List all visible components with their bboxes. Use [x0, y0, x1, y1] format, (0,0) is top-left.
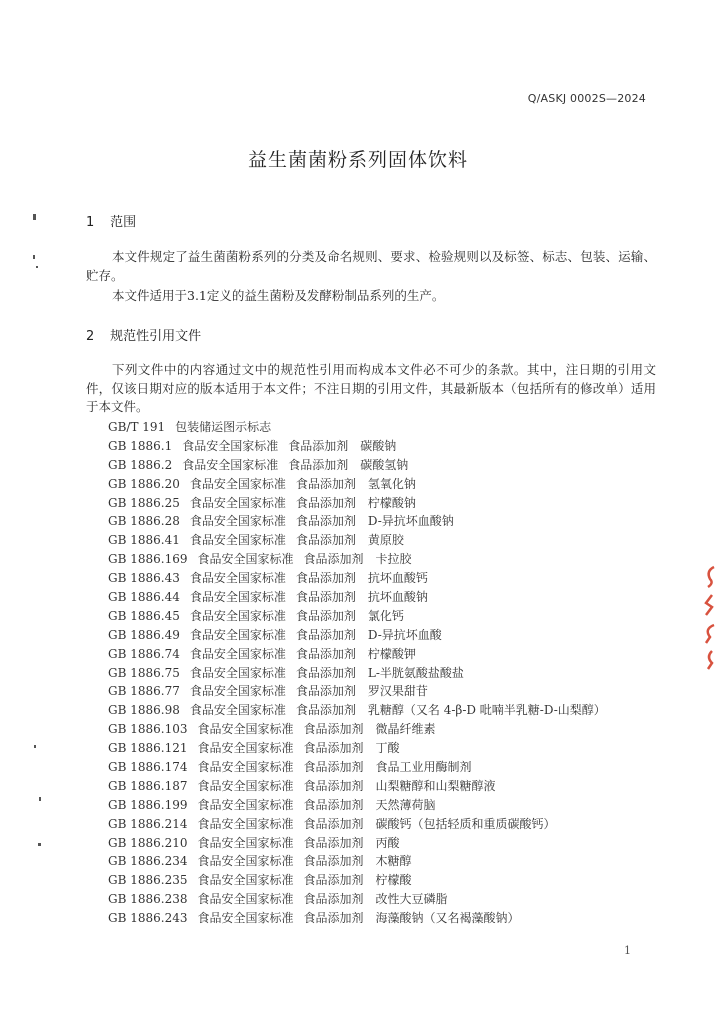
reference-category: 食品添加剂 — [295, 646, 356, 661]
page-number: 1 — [624, 944, 631, 957]
reference-item — [108, 418, 668, 437]
reference-item — [108, 569, 668, 588]
reference-substance: 柠檬酸钠 — [367, 495, 416, 510]
reference-code: GB 1886.75 — [108, 665, 180, 680]
reference-item — [108, 531, 668, 550]
section-heading-references — [86, 325, 201, 344]
reference-title: 食品安全国家标准 — [197, 552, 294, 567]
reference-list — [108, 418, 668, 928]
reference-item — [108, 494, 668, 513]
reference-code: GB 1886.74 — [108, 646, 180, 661]
reference-category: 食品添加剂 — [295, 665, 356, 680]
reference-title: 包装储运图示标志 — [175, 420, 272, 434]
reference-item — [108, 777, 668, 796]
standard-code: Q/ASKJ 0002S—2024 — [527, 92, 646, 105]
reference-item — [108, 796, 668, 815]
reference-category: 食品添加剂 — [295, 684, 356, 699]
reference-code: GB 1886.28 — [108, 514, 180, 529]
scan-mark — [36, 266, 38, 268]
reference-title: 食品安全国家标准 — [197, 892, 294, 907]
reference-title: 食品安全国家标准 — [197, 797, 294, 812]
reference-code: GB 1886.235 — [108, 873, 188, 888]
section-title: 规范性引用文件 — [110, 329, 202, 344]
section-heading-scope — [86, 211, 136, 230]
reference-title: 食品安全国家标准 — [182, 457, 279, 472]
reference-title: 食品安全国家标准 — [189, 703, 286, 718]
reference-code: GB 1886.210 — [108, 835, 188, 850]
reference-item — [108, 512, 668, 531]
reference-item — [108, 852, 668, 871]
reference-title: 食品安全国家标准 — [189, 627, 286, 642]
reference-category: 食品添加剂 — [303, 552, 364, 567]
reference-code: GB 1886.77 — [108, 684, 180, 699]
reference-title: 食品安全国家标准 — [189, 590, 286, 605]
reference-substance: 抗坏血酸钠 — [367, 590, 428, 605]
reference-substance: 罗汉果甜苷 — [367, 684, 428, 699]
reference-title: 食品安全国家标准 — [189, 514, 286, 529]
reference-item — [108, 475, 668, 494]
reference-code: GB 1886.243 — [108, 911, 188, 926]
section-number: 1 — [86, 215, 95, 230]
reference-category: 食品添加剂 — [303, 760, 364, 775]
reference-substance: 天然薄荷脑 — [375, 797, 436, 812]
reference-code: GB 1886.41 — [108, 533, 180, 548]
reference-substance: 丙酸 — [375, 835, 400, 850]
reference-code: GB 1886.199 — [108, 797, 188, 812]
reference-code: GB 1886.234 — [108, 854, 188, 869]
reference-category: 食品添加剂 — [295, 476, 356, 491]
reference-item — [108, 456, 668, 475]
reference-code: GB 1886.187 — [108, 778, 188, 793]
section-title: 范围 — [110, 215, 137, 230]
reference-item — [108, 588, 668, 607]
document-title: 益生菌菌粉系列固体饮料 — [247, 149, 468, 171]
reference-substance: 卡拉胶 — [375, 552, 412, 567]
reference-category: 食品添加剂 — [303, 816, 364, 831]
reference-item — [108, 607, 668, 626]
scan-mark — [39, 797, 41, 801]
reference-code: GB 1886.169 — [108, 552, 188, 567]
reference-category: 食品添加剂 — [303, 741, 364, 756]
reference-title: 食品安全国家标准 — [189, 533, 286, 548]
reference-code: GB 1886.121 — [108, 741, 188, 756]
reference-category: 食品添加剂 — [303, 873, 364, 888]
reference-category: 食品添加剂 — [295, 608, 356, 623]
reference-title: 食品安全国家标准 — [189, 665, 286, 680]
reference-item — [108, 664, 668, 683]
reference-title: 食品安全国家标准 — [197, 835, 294, 850]
reference-substance: 碳酸氢钠 — [360, 457, 409, 472]
reference-code: GB 1886.98 — [108, 703, 180, 718]
reference-code: GB/T 191 — [108, 420, 166, 434]
reference-substance: 海藻酸钠（又名褐藻酸钠） — [375, 911, 520, 926]
reference-item — [108, 834, 668, 853]
reference-category: 食品添加剂 — [295, 495, 356, 510]
reference-substance: 木糖醇 — [375, 854, 412, 869]
reference-substance: 碳酸钙（包括轻质和重质碳酸钙） — [375, 816, 556, 831]
scan-mark — [33, 255, 35, 259]
reference-item — [108, 645, 668, 664]
reference-category: 食品添加剂 — [303, 722, 364, 737]
reference-substance: 黄原胶 — [367, 533, 404, 548]
reference-category: 食品添加剂 — [303, 797, 364, 812]
reference-title: 食品安全国家标准 — [197, 854, 294, 869]
reference-title: 食品安全国家标准 — [189, 646, 286, 661]
seal-stamp-edge — [700, 555, 716, 675]
reference-code: GB 1886.44 — [108, 590, 180, 605]
reference-item — [108, 550, 668, 569]
reference-item — [108, 815, 668, 834]
references-intro: 下列文件中的内容通过文中的规范性引用而构成本文件必不可少的条款。其中，注日期的引用文件，仅该日期对应的版本适用于本文件；不注日期的引用文件，其最新版本（包括所有的修改单）适用于本文件。 — [86, 362, 656, 414]
reference-item — [108, 890, 668, 909]
reference-substance: 柠檬酸钾 — [367, 646, 416, 661]
reference-substance: 碳酸钠 — [360, 438, 397, 453]
reference-title: 食品安全国家标准 — [189, 684, 286, 699]
scan-mark — [33, 214, 36, 220]
reference-code: GB 1886.49 — [108, 627, 180, 642]
reference-category: 食品添加剂 — [303, 854, 364, 869]
reference-title: 食品安全国家标准 — [189, 608, 286, 623]
reference-substance: 柠檬酸 — [375, 873, 412, 888]
reference-substance: 微晶纤维素 — [375, 722, 436, 737]
reference-item — [108, 909, 668, 928]
reference-code: GB 1886.20 — [108, 476, 180, 491]
reference-substance: 丁酸 — [375, 741, 400, 756]
reference-title: 食品安全国家标准 — [197, 741, 294, 756]
reference-item — [108, 871, 668, 890]
section-number: 2 — [86, 329, 95, 344]
reference-title: 食品安全国家标准 — [189, 476, 286, 491]
reference-code: GB 1886.103 — [108, 722, 188, 737]
reference-category: 食品添加剂 — [303, 778, 364, 793]
reference-substance: D-异抗坏血酸钠 — [367, 514, 454, 529]
reference-substance: 改性大豆磷脂 — [375, 892, 448, 907]
reference-title: 食品安全国家标准 — [197, 760, 294, 775]
reference-title: 食品安全国家标准 — [197, 816, 294, 831]
reference-substance: 氢氧化钠 — [367, 476, 416, 491]
reference-category: 食品添加剂 — [295, 703, 356, 718]
reference-code: GB 1886.43 — [108, 571, 180, 586]
scope-paragraph-1: 本文件规定了益生菌菌粉系列的分类及命名规则、要求、检验规则以及标签、标志、包装、运输、贮存。 — [86, 249, 656, 283]
reference-category: 食品添加剂 — [288, 457, 349, 472]
reference-category: 食品添加剂 — [303, 892, 364, 907]
reference-item — [108, 739, 668, 758]
reference-item — [108, 626, 668, 645]
reference-code: GB 1886.45 — [108, 608, 180, 623]
reference-code: GB 1886.238 — [108, 892, 188, 907]
reference-title: 食品安全国家标准 — [197, 778, 294, 793]
reference-category: 食品添加剂 — [288, 438, 349, 453]
reference-code: GB 1886.214 — [108, 816, 188, 831]
reference-category: 食品添加剂 — [295, 514, 356, 529]
reference-category: 食品添加剂 — [303, 835, 364, 850]
reference-title: 食品安全国家标准 — [189, 495, 286, 510]
scan-mark — [34, 745, 36, 748]
reference-category: 食品添加剂 — [295, 533, 356, 548]
reference-title: 食品安全国家标准 — [197, 722, 294, 737]
reference-substance: D-异抗坏血酸 — [367, 627, 442, 642]
scope-paragraph-2: 本文件适用于3.1定义的益生菌粉及发酵粉制品系列的生产。 — [112, 288, 445, 303]
reference-substance: 氯化钙 — [367, 608, 404, 623]
reference-substance: 乳糖醇（又名 4-β-D 吡喃半乳糖-D-山梨醇） — [367, 703, 606, 718]
reference-category: 食品添加剂 — [295, 627, 356, 642]
reference-item — [108, 437, 668, 456]
reference-substance: 食品工业用酶制剂 — [375, 760, 472, 775]
reference-item — [108, 758, 668, 777]
reference-item — [108, 701, 668, 720]
scan-mark — [38, 843, 41, 846]
reference-substance: 山梨糖醇和山梨糖醇液 — [375, 778, 496, 793]
reference-item — [108, 682, 668, 701]
reference-category: 食品添加剂 — [295, 590, 356, 605]
reference-title: 食品安全国家标准 — [182, 438, 279, 453]
reference-title: 食品安全国家标准 — [197, 873, 294, 888]
reference-category: 食品添加剂 — [295, 571, 356, 586]
reference-title: 食品安全国家标准 — [189, 571, 286, 586]
reference-category: 食品添加剂 — [303, 911, 364, 926]
reference-code: GB 1886.25 — [108, 495, 180, 510]
reference-code: GB 1886.174 — [108, 760, 188, 775]
reference-title: 食品安全国家标准 — [197, 911, 294, 926]
reference-substance: L-半胱氨酸盐酸盐 — [367, 665, 464, 680]
reference-item — [108, 720, 668, 739]
reference-substance: 抗坏血酸钙 — [367, 571, 428, 586]
reference-code: GB 1886.1 — [108, 438, 173, 453]
reference-code: GB 1886.2 — [108, 457, 173, 472]
